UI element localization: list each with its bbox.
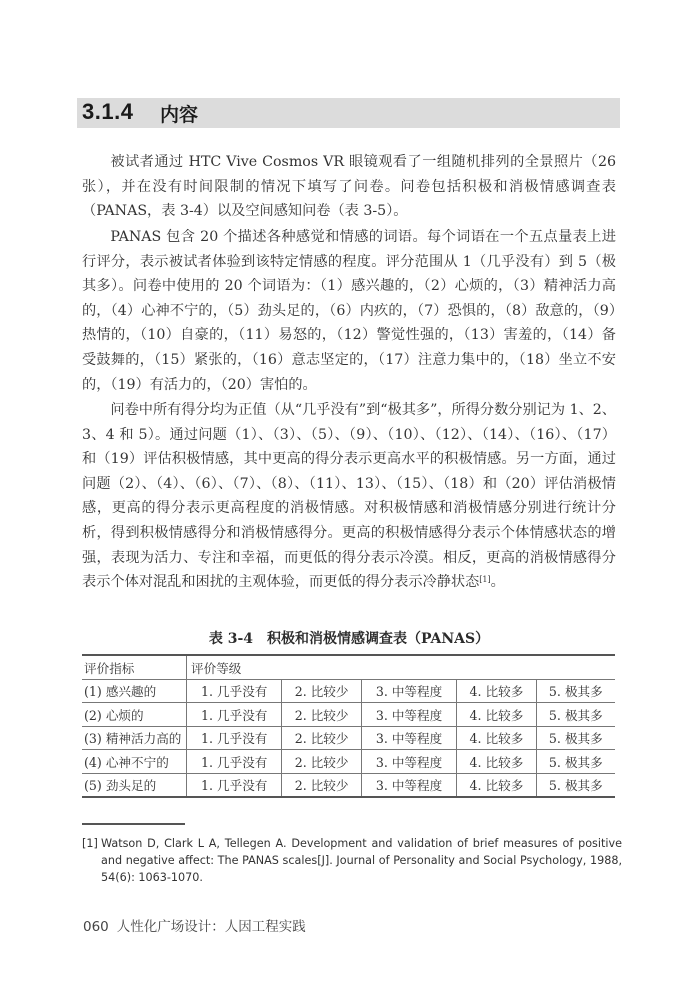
footnote: [82, 835, 622, 886]
row-label: (3) 精神活力高的: [82, 726, 187, 750]
rating-cell: 3. 中等程度: [361, 773, 456, 797]
table-caption: [82, 628, 616, 648]
rating-cell: 5. 极其多: [536, 703, 615, 727]
rating-cell: 5. 极其多: [536, 750, 615, 774]
row-label: (1) 感兴趣的: [82, 679, 187, 703]
rating-cell: 3. 中等程度: [361, 703, 456, 727]
table-row: [82, 773, 615, 797]
header-rating: 评价等级: [187, 655, 616, 679]
paragraph-1: [82, 150, 616, 224]
citation-link[interactable]: [1]: [479, 575, 491, 585]
rating-cell: 1. 几乎没有: [187, 750, 282, 774]
rating-cell: 4. 比较多: [457, 726, 536, 750]
rating-cell: 4. 比较多: [457, 750, 536, 774]
header-indicator: 评价指标: [82, 655, 187, 679]
rating-cell: 2. 比较少: [282, 773, 361, 797]
page-footer: [83, 915, 306, 935]
paragraph-2: [82, 225, 616, 397]
footnote-divider: [82, 823, 185, 825]
rating-cell: 4. 比较多: [457, 773, 536, 797]
paragraph-text: 被试者通过 HTC Vive Cosmos VR 眼镜观看了一组随机排列的全景照片（26 张），并在没有时间限制的情况下填写了问卷。问卷包括积极和消极情感调查表（PANAS，表 3-4）以及空间感知问卷（表 3-5）。: [82, 154, 616, 220]
rating-cell: 1. 几乎没有: [187, 773, 282, 797]
rating-cell: 4. 比较多: [457, 703, 536, 727]
rating-cell: 2. 比较少: [282, 726, 361, 750]
table-row: [82, 750, 615, 774]
paragraph-text: 问卷中所有得分均为正值（从“几乎没有”到“极其多”，所得分数分别记为 1、2、3、4 和 5）。通过问题（1）、（3）、（5）、（9）、（10）、（12）、（14）、（16）、（17）和（19）评估积极情感，其中更高的得分表示更高水平的积极情感。另一方面，通过问题（2）、（4）、（6）、（7）、（8）、（11）、13）、（15）、（18）和（20）评估消极情感，更高的得分表示更高程度的消极情感。对积极情感和消极情感分别进行统计分析，得到积极情感得分和消极情感得分。更高的积极情感得分表示个体情感状态的增强，表现为活力、专注和幸福，而更低的得分表示冷漠。相反，更高的消极情感得分表示个体对混乱和困扰的主观体验，而更低的得分表示冷静状态: [82, 402, 616, 591]
rating-cell: 3. 中等程度: [361, 726, 456, 750]
paragraph-text: PANAS 包含 20 个描述各种感觉和情感的词语。每个词语在一个五点量表上进行评分，表示被试者体验到该特定情感的程度。评分范围从 1（几乎没有）到 5（极其多）。问卷中使用的 20 个词语为：（1）感兴趣的，（2）心烦的，（3）精神活力高的，（4）心神不宁的，（5）劲头足的，（6）内疚的，（7）恐惧的，（8）敌意的，（9）热情的，（10）自豪的，（11）易怒的，（12）警觉性强的，（13）害羞的，（14）备受鼓舞的，（15）紧张的，（16）意志坚定的，（17）注意力集中的，（18）坐立不安的，（19）有活力的，（20）害怕的。: [82, 229, 616, 393]
rating-cell: 2. 比较少: [282, 679, 361, 703]
table-header-row: [82, 655, 615, 679]
rating-cell: 1. 几乎没有: [187, 679, 282, 703]
rating-cell: 1. 几乎没有: [187, 703, 282, 727]
table-title: 积极和消极情感调查表（PANAS）: [267, 631, 490, 647]
table-row: [82, 726, 615, 750]
table-number: 表 3-4: [208, 631, 254, 647]
rating-cell: 4. 比较多: [457, 679, 536, 703]
panas-table: [82, 654, 615, 798]
row-label: (2) 心烦的: [82, 703, 187, 727]
rating-cell: 2. 比较少: [282, 703, 361, 727]
paragraph-end: 。: [490, 574, 505, 591]
rating-cell: 5. 极其多: [536, 773, 615, 797]
row-label: (5) 劲头足的: [82, 773, 187, 797]
row-label: (4) 心神不宁的: [82, 750, 187, 774]
rating-cell: 5. 极其多: [536, 726, 615, 750]
section-heading: [77, 98, 620, 128]
section-number: 3.1.4: [82, 99, 134, 124]
footnote-marker: [1]: [82, 837, 98, 850]
rating-cell: 1. 几乎没有: [187, 726, 282, 750]
rating-cell: 5. 极其多: [536, 679, 615, 703]
section-title: 内容: [160, 104, 199, 126]
rating-cell: 3. 中等程度: [361, 750, 456, 774]
rating-cell: 3. 中等程度: [361, 679, 456, 703]
table-row: [82, 679, 615, 703]
table-row: [82, 703, 615, 727]
page-number: 060: [83, 919, 109, 935]
rating-cell: 2. 比较少: [282, 750, 361, 774]
paragraph-3: [82, 398, 616, 595]
paragraph-container: [82, 398, 616, 595]
book-title: 人性化广场设计：人因工程实践: [116, 919, 306, 935]
footnote-text: Watson D, Clark L A, Tellegen A. Development and validation of brief measures of positive and negative affect: The PANAS scales[J]. Journal of Personality and Social Psychology, 1988, 54(6): 1063-1070.: [101, 837, 622, 884]
